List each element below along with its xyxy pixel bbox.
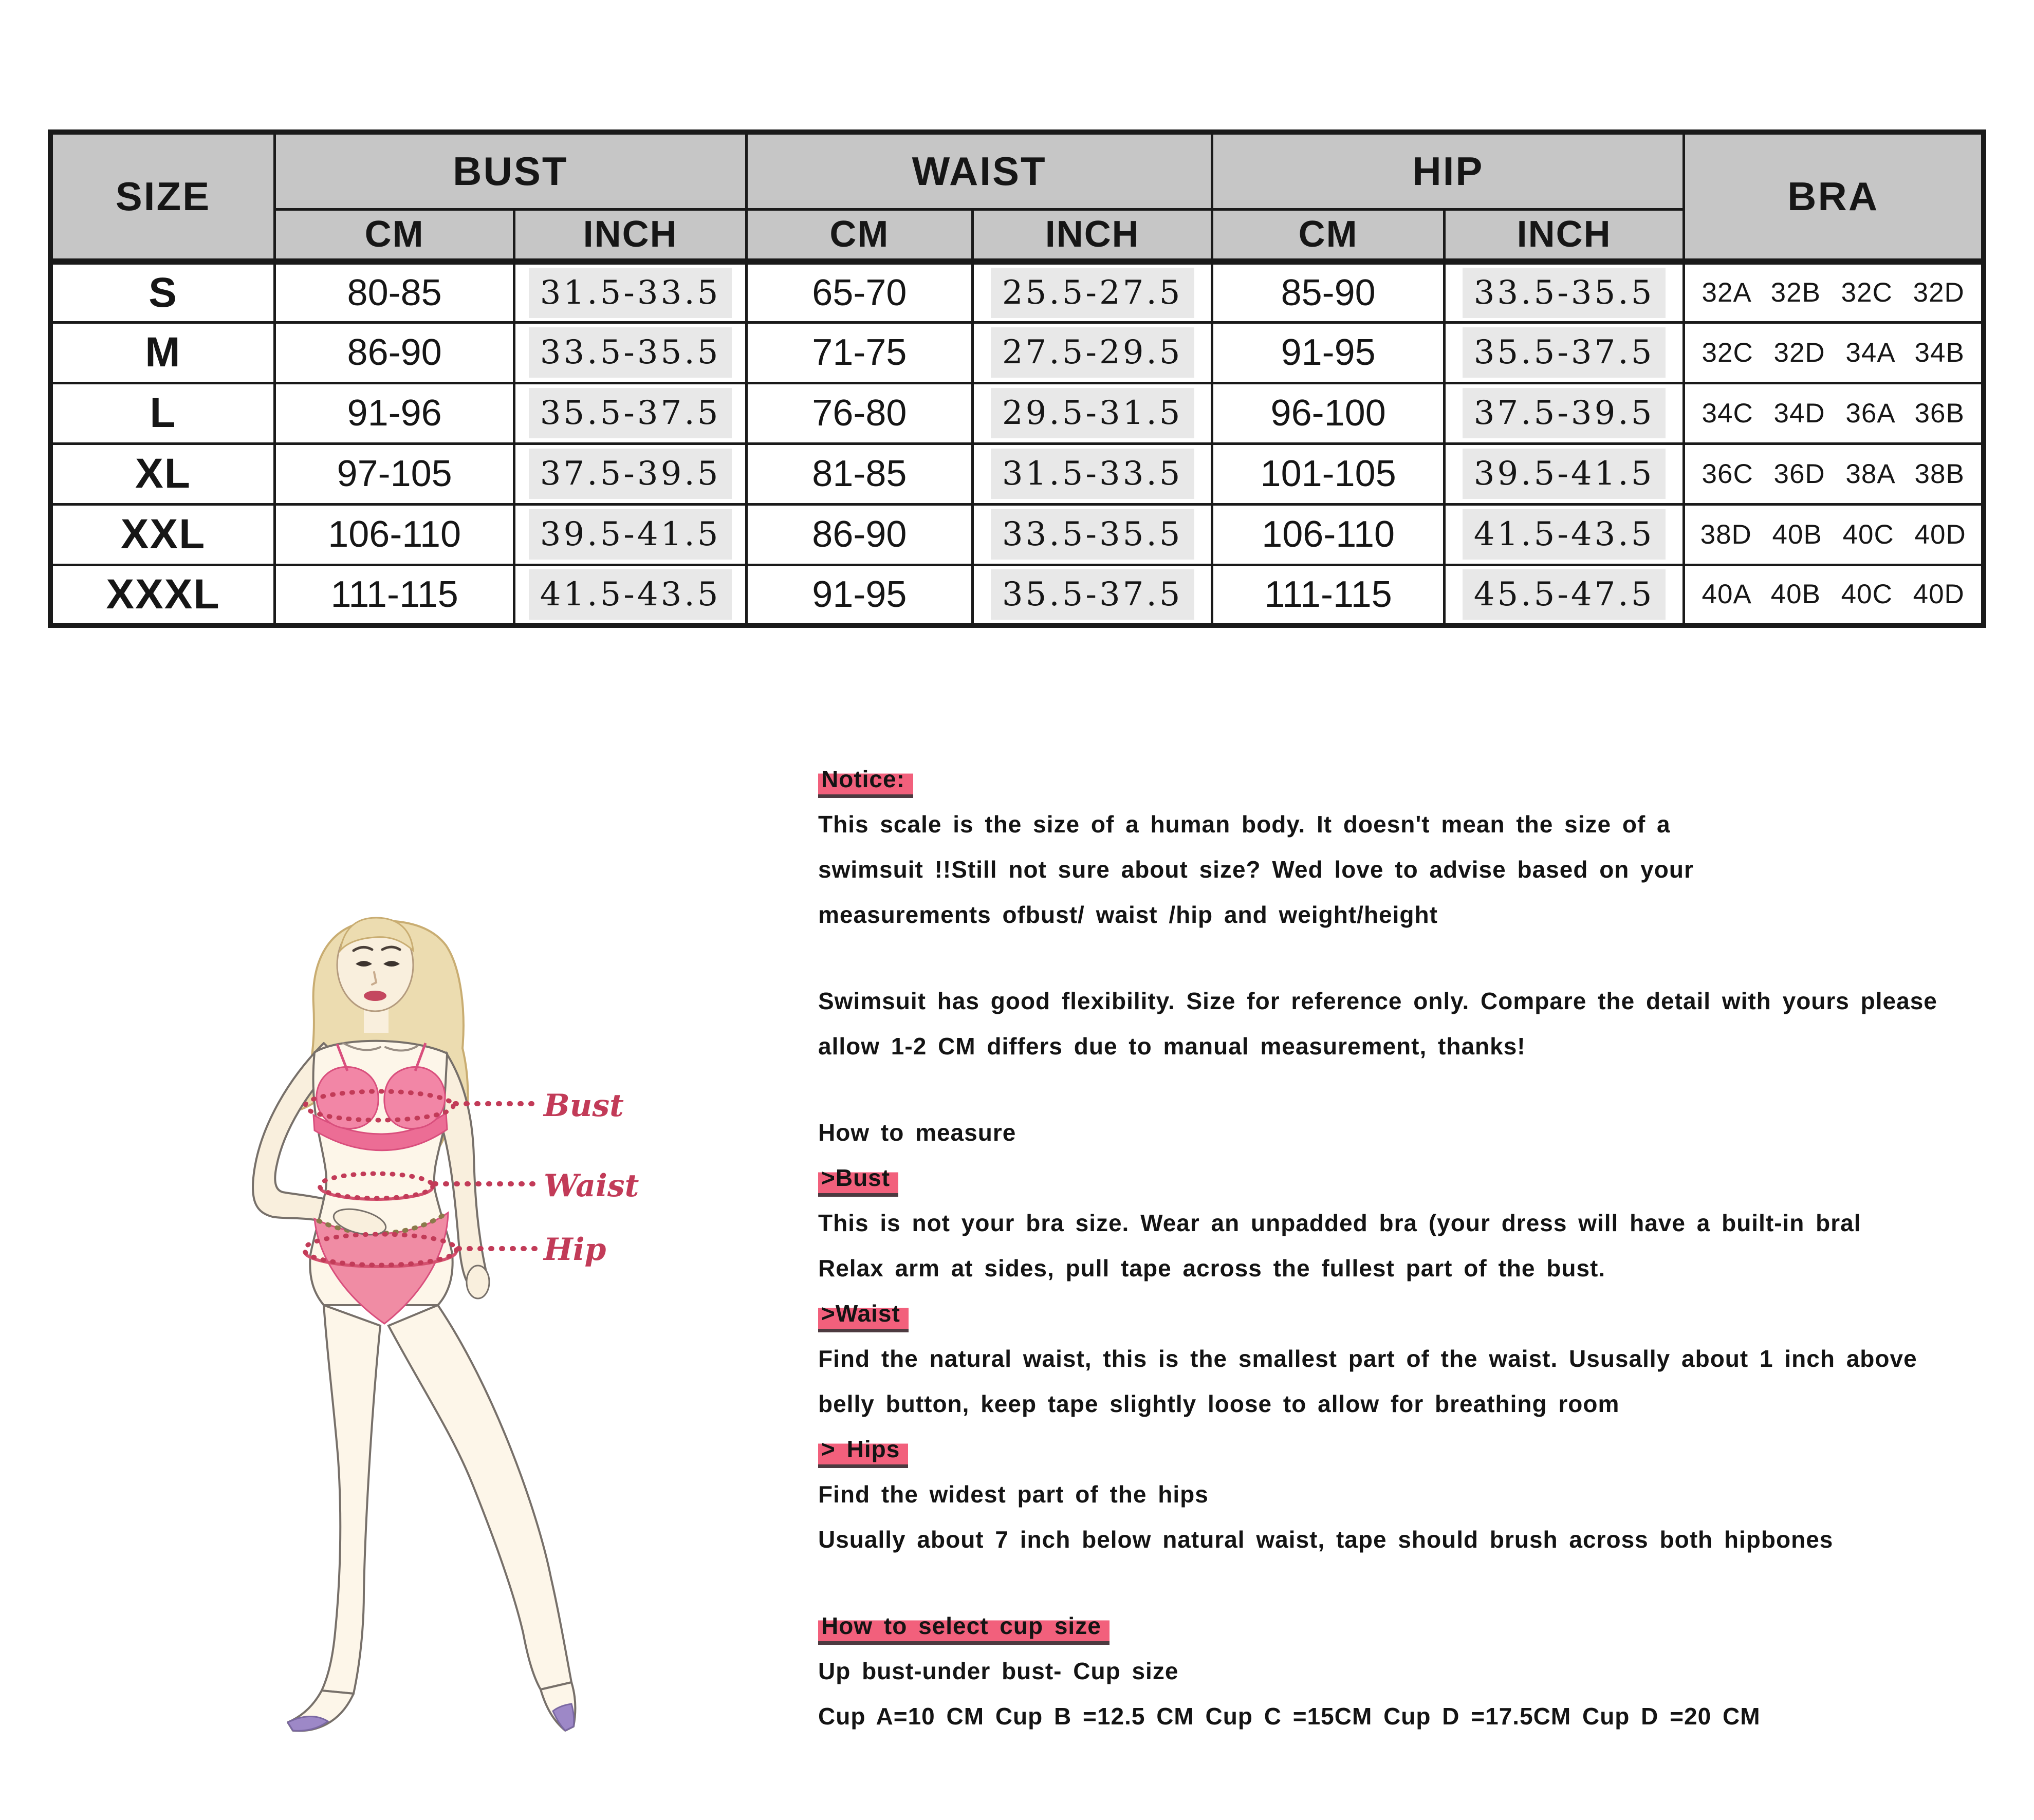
size-chart-table xyxy=(48,129,1986,628)
cell-hip-cm: 91-95 xyxy=(1212,322,1444,383)
notice-heading-line xyxy=(818,756,2021,802)
inch-chip: 31.5-33.5 xyxy=(991,449,1194,499)
table-row-m xyxy=(50,322,1984,383)
header-bust: BUST xyxy=(274,132,746,209)
header-hip: HIP xyxy=(1212,132,1684,209)
cell-hip-inch xyxy=(1444,262,1684,322)
cell-hip-inch xyxy=(1444,383,1684,443)
figure-illustration xyxy=(206,874,719,1779)
cell-waist-inch xyxy=(972,443,1212,504)
inch-chip: 29.5-31.5 xyxy=(991,388,1194,438)
inch-chip: 35.5-37.5 xyxy=(991,569,1194,620)
cell-bust-inch xyxy=(514,383,746,443)
inch-chip: 41.5-43.5 xyxy=(1463,509,1666,560)
cup-size-heading: How to select cup size xyxy=(818,1611,1110,1645)
cell-hip-cm: 101-105 xyxy=(1212,443,1444,504)
spacer xyxy=(818,1069,2021,1110)
cell-bra: 32C 32D 34A 34B xyxy=(1684,322,1984,383)
cell-size: M xyxy=(50,322,274,383)
lips xyxy=(364,991,386,1001)
cell-bust-inch xyxy=(514,504,746,565)
cell-bust-cm: 106-110 xyxy=(274,504,514,565)
inch-chip: 37.5-39.5 xyxy=(1463,388,1666,438)
inch-chip: 35.5-37.5 xyxy=(1463,327,1666,378)
cell-hip-cm: 85-90 xyxy=(1212,262,1444,322)
hips-section-line: Usually about 7 inch below natural waist, tape should brush across both hipbones xyxy=(818,1526,1834,1553)
table-row-xl xyxy=(50,443,1984,504)
cell-bust-cm: 111-115 xyxy=(274,565,514,625)
cell-bust-inch xyxy=(514,322,746,383)
cell-bra: 34C 34D 36A 36B xyxy=(1684,383,1984,443)
cell-size: L xyxy=(50,383,274,443)
hips-section-heading: > Hips xyxy=(818,1435,908,1468)
cell-hip-cm: 96-100 xyxy=(1212,383,1444,443)
header-waist-cm: CM xyxy=(746,209,972,262)
spacer xyxy=(818,937,2021,978)
inch-chip: 33.5-35.5 xyxy=(1463,268,1666,318)
cell-waist-cm: 76-80 xyxy=(746,383,972,443)
cell-bra: 38D 40B 40C 40D xyxy=(1684,504,1984,565)
cell-hip-inch xyxy=(1444,504,1684,565)
inch-chip: 45.5-47.5 xyxy=(1463,569,1666,620)
left-leg xyxy=(322,1305,380,1694)
right-leg xyxy=(389,1305,571,1689)
cell-waist-cm: 65-70 xyxy=(746,262,972,322)
notice-line: This scale is the size of a human body. It doesn't mean the size of a xyxy=(818,811,1671,838)
inch-chip: 33.5-35.5 xyxy=(529,327,732,378)
table-row-l xyxy=(50,383,1984,443)
header-hip-inch: INCH xyxy=(1444,209,1684,262)
notice-heading: Notice: xyxy=(818,765,913,798)
notice-line: measurements ofbust/ waist /hip and weight/height xyxy=(818,901,1438,928)
waist-section-heading: >Waist xyxy=(818,1299,909,1332)
inch-chip: 39.5-41.5 xyxy=(529,509,732,560)
table-row-xxxl xyxy=(50,565,1984,625)
cell-waist-cm: 81-85 xyxy=(746,443,972,504)
cell-bust-cm: 97-105 xyxy=(274,443,514,504)
inch-chip: 37.5-39.5 xyxy=(529,449,732,499)
cell-bra: 36C 36D 38A 38B xyxy=(1684,443,1984,504)
hips-section-line: Find the widest part of the hips xyxy=(818,1481,1209,1508)
waist-section-heading-line xyxy=(818,1291,2021,1336)
cell-waist-cm: 91-95 xyxy=(746,565,972,625)
cell-waist-cm: 71-75 xyxy=(746,322,972,383)
cell-bust-cm: 80-85 xyxy=(274,262,514,322)
inch-chip: 25.5-27.5 xyxy=(991,268,1194,318)
cup-size-heading-line xyxy=(818,1603,2021,1648)
header-waist: WAIST xyxy=(746,132,1212,209)
cell-hip-inch xyxy=(1444,565,1684,625)
cell-hip-cm: 111-115 xyxy=(1212,565,1444,625)
cell-waist-inch xyxy=(972,565,1212,625)
bust-section-line: This is not your bra size. Wear an unpadded bra (your dress will have a built-in bral xyxy=(818,1210,1861,1236)
header-waist-inch: INCH xyxy=(972,209,1212,262)
cup-size-line: Up bust-under bust- Cup size xyxy=(818,1658,1179,1684)
cell-size: XXXL xyxy=(50,565,274,625)
waist-label: Waist xyxy=(544,1168,639,1204)
inch-chip: 41.5-43.5 xyxy=(529,569,732,620)
hips-section-heading-line xyxy=(818,1426,2021,1472)
notice-line: swimsuit !!Still not sure about size? Wed love to advise based on your xyxy=(818,856,1694,883)
cell-bust-inch xyxy=(514,443,746,504)
header-bust-cm: CM xyxy=(274,209,514,262)
waist-section-line: belly button, keep tape slightly loose to allow for breathing room xyxy=(818,1390,1620,1417)
bust-section-heading: >Bust xyxy=(818,1163,898,1197)
bikini-cup-right xyxy=(384,1067,445,1128)
bust-label: Bust xyxy=(544,1088,624,1124)
info-panel xyxy=(818,756,2021,1739)
cell-bust-inch xyxy=(514,262,746,322)
waist-section-line: Find the natural waist, this is the smallest part of the waist. Ususally about 1 inch above xyxy=(818,1345,1917,1372)
flexibility-note-line: allow 1-2 CM differs due to manual measurement, thanks! xyxy=(818,1033,1526,1060)
flexibility-note-line: Swimsuit has good flexibility. Size for reference only. Compare the detail with yours please xyxy=(818,988,1937,1014)
bust-section-line: Relax arm at sides, pull tape across the fullest part of the bust. xyxy=(818,1255,1606,1282)
cell-bust-cm: 86-90 xyxy=(274,322,514,383)
cell-bra: 32A 32B 32C 32D xyxy=(1684,262,1984,322)
header-hip-cm: CM xyxy=(1212,209,1444,262)
cell-waist-inch xyxy=(972,383,1212,443)
cell-waist-inch xyxy=(972,322,1212,383)
inch-chip: 39.5-41.5 xyxy=(1463,449,1666,499)
hip-label: Hip xyxy=(544,1232,606,1268)
cell-hip-inch xyxy=(1444,322,1684,383)
header-bra: BRA xyxy=(1684,132,1984,262)
inch-chip: 35.5-37.5 xyxy=(529,388,732,438)
cell-size: XL xyxy=(50,443,274,504)
cell-hip-inch xyxy=(1444,443,1684,504)
cell-waist-cm: 86-90 xyxy=(746,504,972,565)
bust-section-heading-line xyxy=(818,1155,2021,1200)
cell-waist-inch xyxy=(972,262,1212,322)
cell-bra: 40A 40B 40C 40D xyxy=(1684,565,1984,625)
table-row-xxl xyxy=(50,504,1984,565)
cell-bust-cm: 91-96 xyxy=(274,383,514,443)
header-size: SIZE xyxy=(50,132,274,262)
cell-size: XXL xyxy=(50,504,274,565)
right-hand xyxy=(467,1266,489,1298)
cup-size-line: Cup A=10 CM Cup B =12.5 CM Cup C =15CM Cup D =17.5CM Cup D =20 CM xyxy=(818,1703,1761,1730)
inch-chip: 31.5-33.5 xyxy=(529,268,732,318)
inch-chip: 33.5-35.5 xyxy=(991,509,1194,560)
header-bust-inch: INCH xyxy=(514,209,746,262)
table-row-s xyxy=(50,262,1984,322)
how-to-measure-title: How to measure xyxy=(818,1119,1016,1146)
spacer xyxy=(818,1562,2021,1603)
cell-bust-inch xyxy=(514,565,746,625)
cell-hip-cm: 106-110 xyxy=(1212,504,1444,565)
cell-size: S xyxy=(50,262,274,322)
inch-chip: 27.5-29.5 xyxy=(991,327,1194,378)
cell-waist-inch xyxy=(972,504,1212,565)
